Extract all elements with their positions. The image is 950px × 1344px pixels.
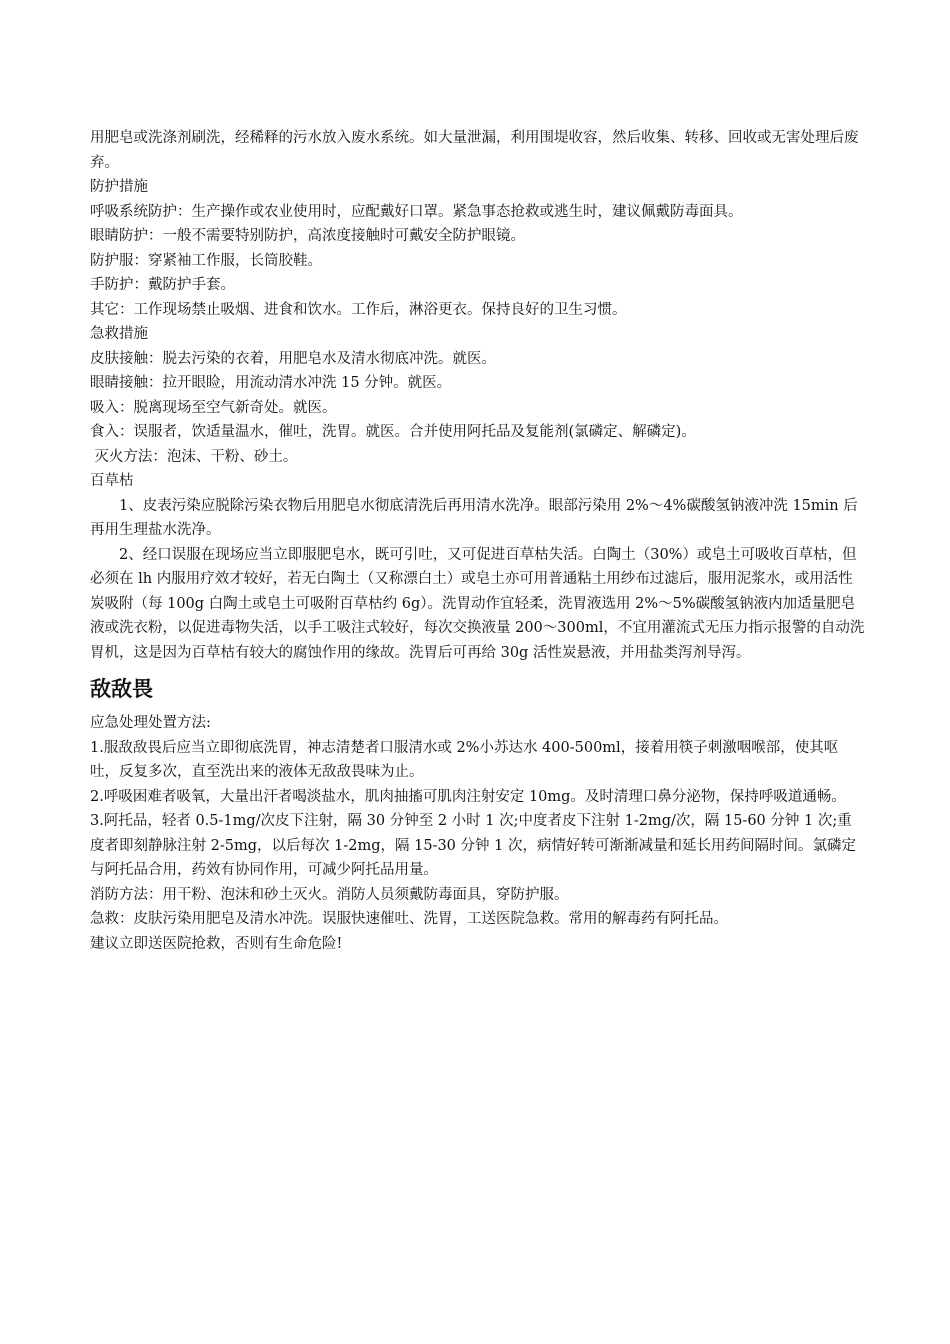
paragraph-step-3-atropine: 3.阿托品，轻者 0.5-1mg/次皮下注射，隔 30 分钟至 2 小时 1 次;中度者皮下注射 1-2mg/次，隔 15-60 分钟 1 次;重度者即刻静脉注射 2-5mg，以后每次 1-2mg，隔 15-30 分钟 1 次，病情好转可渐渐减量和延长用药间隔时间。氯磷定与阿托品合用，药效有协同作用，可减少阿托品用量。 bbox=[90, 813, 856, 878]
paragraph-disposal: 用肥皂或洗涤剂刷洗，经稀释的污水放入废水系统。如大量泄漏，利用围堤收容，然后收集、转移、回收或无害处理后废弃。 bbox=[90, 130, 859, 171]
section-title-dichlorvos: 敌敌畏 bbox=[90, 677, 153, 701]
paragraph-fire-method: 消防方法：用干粉、泡沫和砂土灭火。消防人员须戴防毒面具，穿防护服。 bbox=[90, 886, 569, 903]
heading-paraquat: 百草枯 bbox=[90, 473, 134, 489]
paragraph-step-1-gastric-lavage: 1.服敌敌畏后应当立即彻底洗胃，神志清楚者口服清水或 2%小苏达水 400-500ml，接着用筷子刺激咽喉部，使其呕吐，反复多次，直至洗出来的液体无敌敌畏味为止。 bbox=[90, 739, 839, 780]
document-page bbox=[90, 126, 865, 956]
paragraph-respiratory-protection: 呼吸系统防护：生产操作或农业使用时，应配戴好口罩。紧急事态抢救或逃生时，建议佩戴防毒面具。 bbox=[90, 203, 743, 220]
paragraph-inhalation: 吸入：脱离现场至空气新奇处。就医。 bbox=[90, 399, 337, 416]
paragraph-first-aid-summary: 急救：皮肤污染用肥皂及清水冲洗。误服快速催吐、洗胃，工送医院急救。常用的解毒药有阿托品。 bbox=[90, 911, 728, 927]
paraquat-item-2: 2、经口误服在现场应当立即服肥皂水，既可引吐，又可促进百草枯失活。白陶土（30%）或皂土可吸收百草枯，但必须在 lh 内服用疗效才较好，若无白陶土（又称漂白土）或皂土亦可用普通粘土用纱布过滤后，服用泥浆水，或用活性炭吸附（每 100g 白陶土或皂土可吸附百草枯约 6g）。洗胃动作宜轻柔，洗胃液选用 2%～5%碳酸氢钠液内加适量肥皂液或洗衣粉，以促进毒物失活，以手工吸注式较好，每次交换液量 200～300ml，不宜用灌流式无压力指示报警的自动洗胃机，这是因为百草枯有较大的腐蚀作用的缘故。洗胃后可再给 30g 活性炭悬液，并用盐类泻剂导泻。 bbox=[90, 546, 865, 661]
paragraph-eye-protection: 眼睛防护：一般不需要特别防护，高浓度接触时可戴安全防护眼镜。 bbox=[90, 228, 525, 244]
paragraph-skin-contact: 皮肤接触：脱去污染的衣着，用肥皂水及清水彻底冲洗。就医。 bbox=[90, 350, 496, 367]
paragraph-ingestion: 食入：误服者，饮适量温水，催吐，洗胃。就医。合并使用阿托品及复能剂(氯磷定、解磷定)。 bbox=[90, 424, 696, 440]
heading-protection-measures: 防护措施 bbox=[90, 179, 148, 195]
paragraph-fire-fighting: 灭火方法：泡沫、干粉、砂土。 bbox=[94, 448, 298, 465]
paragraph-protective-clothing: 防护服：穿紧袖工作服，长筒胶鞋。 bbox=[90, 252, 322, 269]
heading-first-aid: 急救措施 bbox=[90, 326, 148, 342]
paragraph-hand-protection: 手防护：戴防护手套。 bbox=[90, 277, 235, 293]
paragraph-eye-contact: 眼睛接触：拉开眼睑，用流动清水冲洗 15 分钟。就医。 bbox=[90, 375, 452, 391]
paraquat-item-1: 1、皮表污染应脱除污染衣物后用肥皂水彻底清洗后再用清水洗净。眼部污染用 2%～4%碳酸氢钠液冲洗 15min 后再用生理盐水洗净。 bbox=[90, 497, 858, 538]
paragraph-emergency-methods: 应急处理处置方法: bbox=[90, 715, 211, 731]
paragraph-other-protection: 其它：工作现场禁止吸烟、进食和饮水。工作后，淋浴更衣。保持良好的卫生习惯。 bbox=[90, 301, 627, 318]
paragraph-step-2-respiratory: 2.呼吸困难者吸氧，大量出汗者喝淡盐水，肌肉抽搐可肌肉注射安定 10mg。及时清理口鼻分泌物，保持呼吸道通畅。 bbox=[90, 788, 846, 805]
paragraph-hospital-advice: 建议立即送医院抢救，否则有生命危险! bbox=[90, 935, 343, 952]
